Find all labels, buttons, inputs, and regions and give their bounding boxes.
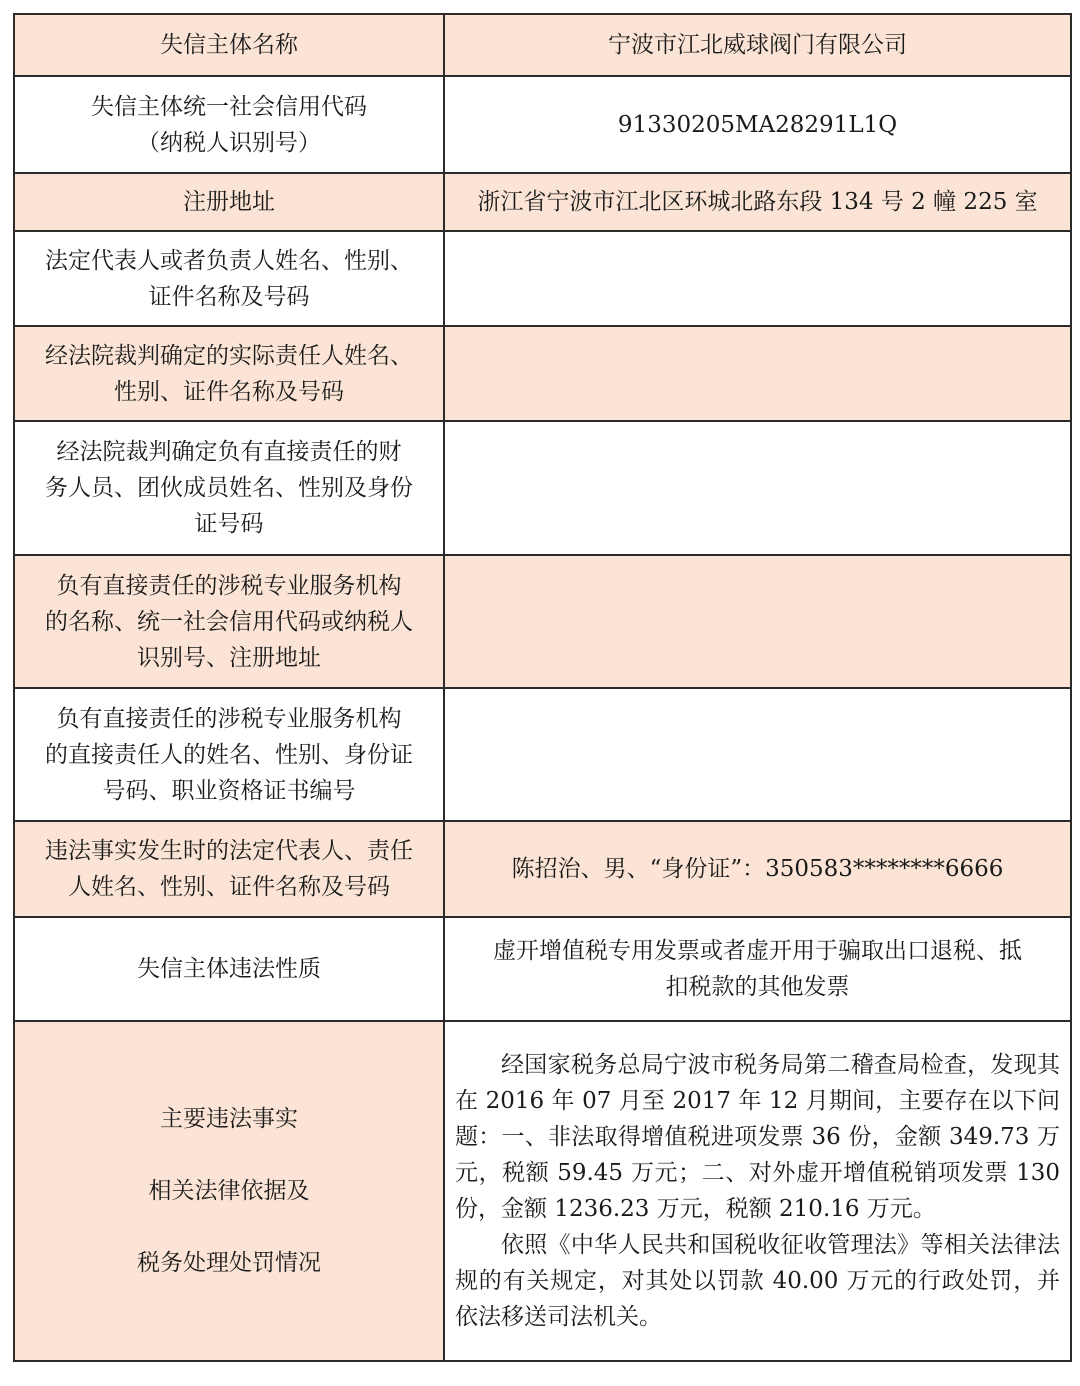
label-line: 号码、职业资格证书编号: [102, 777, 356, 804]
table-row: [14, 14, 1071, 76]
label-line: 主要违法事实: [160, 1106, 298, 1132]
row-label-registered-address: 注册地址: [14, 173, 444, 231]
label-line: 性别、证件名称及号码: [114, 378, 344, 405]
label-line: 证件名称及号码: [148, 283, 310, 310]
row-value-agency-responsible-person: [444, 688, 1071, 821]
row-value-representative-at-time: 陈招治、男、“身份证”：350583********6666: [444, 821, 1071, 917]
row-value-violation-nature: [444, 917, 1071, 1021]
penalty-paragraph: 依照《中华人民共和国税收征收管理法》等相关法律法规的有关规定，对其处以罚款 40.00 万元的行政处罚，并依法移送司法机关。: [455, 1232, 1060, 1330]
table-row: [14, 917, 1071, 1021]
row-label-legal-representative: [14, 231, 444, 326]
label-line: 法定代表人或者负责人姓名、性别、: [45, 247, 413, 274]
label-line: 经法院裁判确定负有直接责任的财: [56, 439, 402, 465]
facts-paragraph: 经国家税务总局宁波市税务局第二稽查局检查，发现其在 2016 年 07 月至 2017 年 12 月期间，主要存在以下问题：一、非法取得增值税进项发票 36 份，金额 349.73 万元，税额 59.45 万元；二、对外虚开增值税销项发票 130 份，金额 1236.23 万元，税额 210.16 万元。: [455, 1052, 1060, 1222]
row-label-entity-name: 失信主体名称: [14, 14, 444, 76]
row-value-tax-service-agency: [444, 555, 1071, 688]
row-label-representative-at-time: [14, 821, 444, 917]
label-line: 负有直接责任的涉税专业服务机构: [56, 705, 402, 732]
label-line: 的直接责任人的姓名、性别、身份证: [45, 741, 413, 768]
row-label-agency-responsible-person: [14, 688, 444, 821]
table-row: [14, 821, 1071, 917]
table-row: [14, 173, 1071, 231]
value-line: 扣税款的其他发票: [665, 974, 850, 1000]
row-label-tax-service-agency: [14, 555, 444, 688]
label-line: 违法事实发生时的法定代表人、责任: [45, 838, 413, 864]
label-line: 务人员、团伙成员姓名、性别及身份: [45, 475, 413, 501]
table-row: [14, 555, 1071, 688]
table-row: [14, 231, 1071, 326]
row-value-actual-responsible-person: [444, 326, 1071, 421]
label-line: 税务处理处罚情况: [137, 1250, 321, 1276]
label-line: 的名称、统一社会信用代码或纳税人: [45, 608, 413, 635]
row-value-credit-code: 91330205MA28291L1Q: [444, 76, 1071, 173]
table-row: [14, 688, 1071, 821]
page-container: [13, 13, 1072, 1362]
row-label-violation-nature: 失信主体违法性质: [14, 917, 444, 1021]
label-line: 人姓名、性别、证件名称及号码: [68, 874, 390, 900]
row-value-finance-personnel: [444, 421, 1071, 555]
table-row: [14, 326, 1071, 421]
table-row: [14, 421, 1071, 555]
row-label-main-facts: [14, 1021, 444, 1361]
label-line: 识别号、注册地址: [137, 644, 321, 671]
table-row: [14, 76, 1071, 173]
label-line: 相关法律依据及: [148, 1178, 310, 1204]
label-line: 负有直接责任的涉税专业服务机构: [56, 572, 402, 599]
row-value-legal-representative: [444, 231, 1071, 326]
dishonest-entity-table: [13, 13, 1072, 1362]
table-row: [14, 1021, 1071, 1361]
value-line: 虚开增值税专用发票或者虚开用于骗取出口退税、抵: [493, 938, 1022, 964]
row-value-entity-name: 宁波市江北威球阀门有限公司: [444, 14, 1071, 76]
row-value-registered-address: 浙江省宁波市江北区环城北路东段 134 号 2 幢 225 室: [444, 173, 1071, 231]
row-label-finance-personnel: [14, 421, 444, 555]
label-line: 证号码: [194, 511, 264, 537]
label-line: 失信主体统一社会信用代码: [91, 93, 367, 120]
row-label-actual-responsible-person: [14, 326, 444, 421]
label-line: （纳税人识别号）: [137, 129, 321, 156]
label-line: 经法院裁判确定的实际责任人姓名、: [45, 342, 413, 369]
row-value-main-facts: [444, 1021, 1071, 1361]
row-label-credit-code: [14, 76, 444, 173]
